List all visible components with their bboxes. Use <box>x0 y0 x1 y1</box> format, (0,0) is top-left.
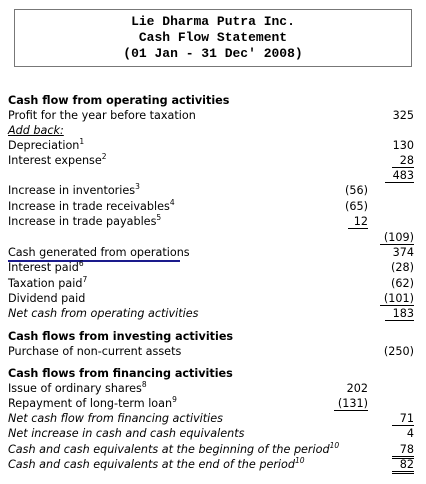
depreciation-label: Depreciation <box>8 139 80 152</box>
operating-heading: Cash flow from operating activities <box>8 94 230 107</box>
receivables-text <box>8 200 175 214</box>
profit-label: Profit for the year before taxation <box>8 109 196 122</box>
footnote-marker: 10 <box>329 441 340 450</box>
taxation-paid-row <box>0 277 426 291</box>
footnote-marker: 10 <box>294 456 305 465</box>
statement-name: Cash Flow Statement <box>138 30 288 45</box>
payables-amount: 12 <box>348 216 368 229</box>
taxation-paid-label: Taxation paid <box>8 277 83 290</box>
add-back-row <box>0 124 426 138</box>
subtotal-row <box>0 169 426 183</box>
interest-paid-text <box>8 261 84 275</box>
interest-expense-row <box>0 154 426 168</box>
end-label: Cash and cash equivalents at the end of the period <box>8 458 295 471</box>
footnote-marker: 8 <box>141 380 147 389</box>
working-capital-amount: (109) <box>380 232 414 245</box>
footnote-marker: 4 <box>169 198 175 207</box>
beginning-value <box>364 443 414 457</box>
statement-period: (01 Jan - 31 Dec' 2008) <box>123 46 303 61</box>
net-increase-row <box>0 427 426 441</box>
payables-value <box>318 215 368 229</box>
statement-title-box <box>14 9 412 67</box>
footnote-marker: 3 <box>135 182 140 191</box>
net-operating-amount: 183 <box>385 308 414 321</box>
end-amount: 82 <box>392 458 414 474</box>
footnote-marker: 7 <box>82 275 88 284</box>
loan-text <box>8 397 177 411</box>
receivables-value: (65) <box>345 200 368 213</box>
payables-label: Increase in trade payables <box>8 215 157 228</box>
cash-generated-value: 374 <box>392 246 414 259</box>
receivables-label: Increase in trade receivables <box>8 200 170 213</box>
purchase-row <box>0 345 426 359</box>
interest-expense-text <box>8 154 107 168</box>
financing-heading-row <box>0 367 426 381</box>
interest-paid-value: (28) <box>391 261 414 274</box>
beginning-label: Cash and cash equivalents at the beginning of the period <box>8 443 330 456</box>
beginning-text <box>8 443 339 457</box>
profit-row <box>0 109 426 123</box>
loan-label: Repayment of long-term loan <box>8 397 173 410</box>
payables-text <box>8 215 161 229</box>
inventories-text <box>8 184 140 198</box>
inventories-row <box>0 184 426 198</box>
footnote-marker: 6 <box>78 259 84 268</box>
taxation-paid-value: (62) <box>391 277 414 290</box>
shares-value: 202 <box>346 382 368 395</box>
footnote-marker: 2 <box>101 152 107 161</box>
dividend-paid-amount: (101) <box>380 293 414 306</box>
net-increase-label: Net increase in cash and cash equivalents <box>8 427 245 440</box>
interest-expense-value <box>364 154 414 168</box>
payables-row <box>0 215 426 229</box>
operating-heading-row <box>0 94 426 108</box>
add-back-label: Add back: <box>8 124 64 137</box>
receivables-row <box>0 200 426 214</box>
net-operating-row <box>0 307 426 321</box>
footnote-marker: 1 <box>79 137 85 146</box>
investing-heading: Cash flows from investing activities <box>8 330 234 343</box>
loan-value <box>318 397 368 411</box>
beginning-row <box>0 443 426 457</box>
net-increase-value: 4 <box>406 427 414 440</box>
loan-row <box>0 397 426 411</box>
subtotal-amount: 483 <box>385 170 414 183</box>
footnote-marker: 9 <box>172 395 177 404</box>
shares-label: Issue of ordinary shares <box>8 382 142 395</box>
beginning-amount: 78 <box>392 444 414 457</box>
depreciation-value: 130 <box>392 139 414 152</box>
net-operating-label: Net cash from operating activities <box>8 307 199 320</box>
footnote-marker: 5 <box>156 213 162 222</box>
cash-generated-row <box>0 246 426 260</box>
interest-paid-label: Interest paid <box>8 261 79 274</box>
interest-expense-label: Interest expense <box>8 154 102 167</box>
depreciation-text <box>8 139 84 153</box>
inventories-value: (56) <box>345 184 368 197</box>
loan-amount: (131) <box>334 398 368 411</box>
inventories-label: Increase in inventories <box>8 184 136 197</box>
end-value <box>364 458 414 474</box>
taxation-paid-text <box>8 277 87 291</box>
profit-value: 325 <box>392 109 414 122</box>
net-financing-amount: 71 <box>392 413 414 426</box>
end-row <box>0 458 426 472</box>
working-capital-value <box>364 231 414 245</box>
purchase-label: Purchase of non-current assets <box>8 345 182 358</box>
purchase-value: (250) <box>383 345 414 358</box>
net-financing-label: Net cash flow from financing activities <box>8 412 223 425</box>
investing-heading-row <box>0 330 426 344</box>
net-financing-row <box>0 412 426 426</box>
interest-paid-row <box>0 261 426 275</box>
net-operating-value <box>364 307 414 321</box>
net-financing-value <box>364 412 414 426</box>
end-text <box>8 458 305 472</box>
dividend-paid-value <box>364 292 414 306</box>
depreciation-row <box>0 139 426 153</box>
shares-row <box>0 382 426 396</box>
financing-heading: Cash flows from financing activities <box>8 367 233 380</box>
dividend-paid-label: Dividend paid <box>8 292 86 305</box>
company-name: Lie Dharma Putra Inc. <box>131 14 295 29</box>
working-capital-row <box>0 231 426 245</box>
dividend-paid-row <box>0 292 426 306</box>
subtotal-value <box>364 169 414 183</box>
shares-text <box>8 382 147 396</box>
cash-generated-label: Cash generated from operations <box>8 246 190 259</box>
interest-expense-amount: 28 <box>392 155 414 168</box>
